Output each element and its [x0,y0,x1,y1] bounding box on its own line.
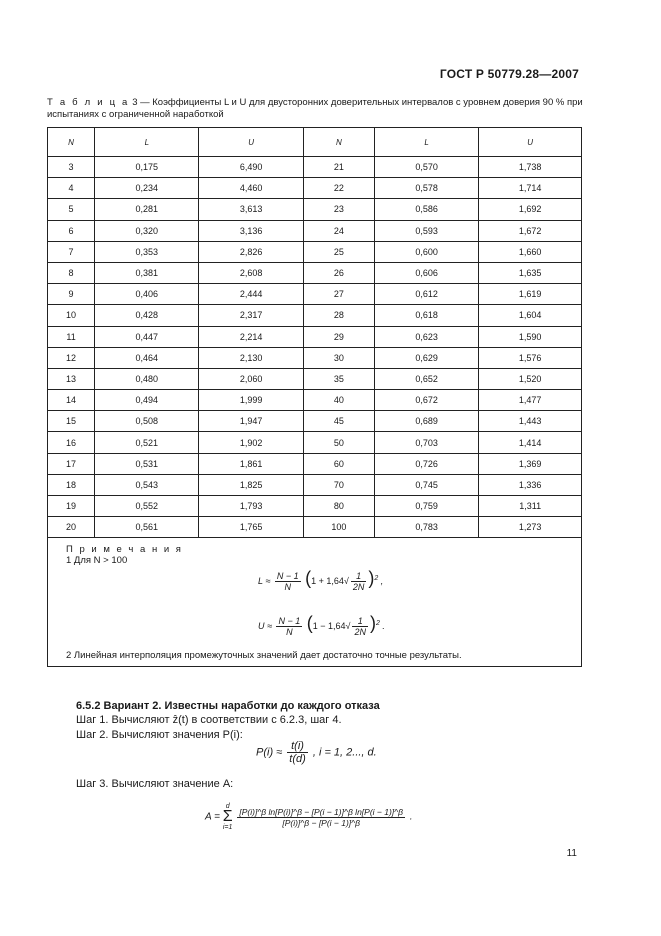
table-cell: 0,623 [374,326,478,347]
table-cell: 0,689 [374,411,478,432]
table-row [48,347,581,368]
column-header: N [48,128,95,157]
table-cell: 12 [48,347,95,368]
formula-L-end: , [380,576,384,586]
table-row [48,453,581,474]
formula-U: U ≈ $\frac{N - 1}{N}$ (1 − 1,64√ $\frac{1}{2N}$ )$^2$ . [258,613,385,638]
table-cell: 0,353 [95,241,199,262]
table-cell: 3,613 [199,199,303,220]
table-row [48,178,581,199]
formula-U-exp: 2 [376,620,380,627]
table-cell: 18 [48,474,95,495]
equation-P-num: t(i) [287,740,308,753]
table-cell: 1,861 [199,453,303,474]
table-cell: 100 [303,517,374,538]
table-cell: 1,902 [199,432,303,453]
step-3: Шаг 3. Вычисляют значение A: [76,778,234,790]
table-cell: 0,570 [374,157,478,178]
equation-A-fraction [237,807,405,828]
table-cell: 14 [48,390,95,411]
table-cell: 1,999 [199,390,303,411]
table-row [48,368,581,389]
table-cell: 0,480 [95,368,199,389]
table-cell: 29 [303,326,374,347]
table-cell: 35 [303,368,374,389]
table-cell: 4 [48,178,95,199]
table-header-row [48,128,581,157]
table-row [48,241,581,262]
table-cell: 25 [303,241,374,262]
table-cell: 22 [303,178,374,199]
table-cell: 0,531 [95,453,199,474]
equation-P-lhs: P(i) ≈ [256,746,283,759]
table-cell: 80 [303,496,374,517]
table-cell: 0,175 [95,157,199,178]
table-caption-label: Т а б л и ц а [47,97,130,108]
table-cell: 0,783 [374,517,478,538]
table-cell: 26 [303,262,374,283]
column-header: N [303,128,374,157]
table-cell: 27 [303,284,374,305]
table-cell: 1,604 [479,305,581,326]
notes-title: П р и м е ч а н и я [66,544,183,556]
table-cell: 0,508 [95,411,199,432]
table-cell: 60 [303,453,374,474]
table-cell: 0,543 [95,474,199,495]
table-cell: 1,369 [479,453,581,474]
sum-symbol: d Σ i=1 [222,803,233,831]
table-row [48,157,581,178]
table-cell: 1,477 [479,390,581,411]
formula-U-inner: 1 − 1,64 [312,621,346,631]
table-cell: 45 [303,411,374,432]
equation-A [205,803,413,831]
table-cell: 0,494 [95,390,199,411]
table-cell: 1,414 [479,432,581,453]
table-cell: 2,608 [199,262,303,283]
formula-L-fraction [275,571,301,592]
table-cell: 1,635 [479,262,581,283]
table-cell: 2,826 [199,241,303,262]
table-cell: 17 [48,453,95,474]
table-cell: 5 [48,199,95,220]
equation-A-end: . [409,811,413,823]
table-cell: 0,234 [95,178,199,199]
table-cell: 3,136 [199,220,303,241]
table-cell: 1,336 [479,474,581,495]
table-cell: 0,759 [374,496,478,517]
table-cell: 2,060 [199,368,303,389]
formula-L-den: N [284,582,291,593]
equation-P-rest: , i = 1, 2..., d. [312,746,377,759]
step-2: Шаг 2. Вычисляют значения P(i): [76,729,243,741]
formula-L-inner: 1 + 1,64 [311,576,344,586]
table-notes [48,538,581,566]
table-cell: 0,561 [95,517,199,538]
equation-P [256,740,377,765]
table-row [48,517,581,538]
table-row [48,305,581,326]
table-cell: 13 [48,368,95,389]
table-cell: 1,590 [479,326,581,347]
formula-U-root-den: 2N [354,627,366,638]
table-cell: 1,576 [479,347,581,368]
formula-L-root-num: 1 [351,571,367,582]
formula-L: L ≈ $\frac{N - 1}{N}$ (1 + 1,64√ $\frac{1}{2N}$ )$^2$ , [258,568,384,593]
table-cell: 2,214 [199,326,303,347]
table-cell: 0,672 [374,390,478,411]
formula-U-den: N [286,627,293,638]
table-cell: 70 [303,474,374,495]
sum-top: d [225,803,230,810]
table-cell: 1,443 [479,411,581,432]
table-cell: 0,381 [95,262,199,283]
table-cell: 1,273 [479,517,581,538]
table-cell: 1,947 [199,411,303,432]
table-cell: 6,490 [199,157,303,178]
table-cell: 0,578 [374,178,478,199]
formula-U-fraction [276,616,302,637]
table-cell: 40 [303,390,374,411]
table-cell: 0,464 [95,347,199,368]
table-body [48,157,581,538]
table-cell: 0,281 [95,199,199,220]
coefficients-table [48,128,581,538]
table-caption [47,97,587,121]
table-cell: 0,606 [374,262,478,283]
table-row [48,220,581,241]
table-cell: 2,130 [199,347,303,368]
table-cell: 30 [303,347,374,368]
equation-A-num: [P(i)]^β ln[P(i)]^β − [P(i − 1)]^β ln[P(i − 1)]^β [239,806,403,817]
table-cell: 0,521 [95,432,199,453]
column-header: U [199,128,303,157]
table-cell: 0,652 [374,368,478,389]
formula-L-root-den: 2N [352,582,365,593]
formula-U-end: . [382,621,385,631]
formula-L-exp: 2 [374,575,379,582]
step-1: Шаг 1. Вычисляют ẑ(t) в соответствии с 6.2.3, шаг 4. [76,714,342,726]
table-cell: 1,619 [479,284,581,305]
table-cell: 19 [48,496,95,517]
section-title: 6.5.2 Вариант 2. Известны наработки до каждого отказа [76,700,380,712]
table-cell: 1,692 [479,199,581,220]
table-cell: 0,618 [374,305,478,326]
equation-P-fraction [287,740,308,765]
table-cell: 7 [48,241,95,262]
sum-bottom: i=1 [222,824,233,831]
table-row [48,474,581,495]
table-row [48,326,581,347]
table-cell: 9 [48,284,95,305]
table-cell: 3 [48,157,95,178]
table-cell: 0,447 [95,326,199,347]
standard-designation: ГОСТ Р 50779.28—2007 [439,67,579,81]
table-cell: 2,444 [199,284,303,305]
table-row [48,262,581,283]
table-cell: 28 [303,305,374,326]
formula-U-root-num: 1 [352,616,368,627]
table-cell: 0,406 [95,284,199,305]
table-cell: 0,629 [374,347,478,368]
equation-A-den: [P(i)]^β − [P(i − 1)]^β [282,817,361,828]
formula-L-lhs: L ≈ [258,576,271,586]
table-cell: 1,520 [479,368,581,389]
formula-U-lhs: U ≈ [258,621,272,631]
table-cell: 0,612 [374,284,478,305]
table-row [48,199,581,220]
table-cell: 24 [303,220,374,241]
table-cell: 1,714 [479,178,581,199]
table-cell: 2,317 [199,305,303,326]
equation-A-lhs: A = [205,811,220,823]
table-row [48,284,581,305]
page-number: 11 [566,848,577,859]
formula-U-num: N − 1 [278,616,301,627]
table-cell: 0,586 [374,199,478,220]
table-cell: 10 [48,305,95,326]
formula-L-root [351,571,367,592]
table-cell: 20 [48,517,95,538]
table-cell: 0,552 [95,496,199,517]
table-cell: 50 [303,432,374,453]
formula-L-num: N − 1 [276,571,299,582]
equation-P-den: t(d) [289,753,306,765]
column-header: L [95,128,199,157]
table-row [48,390,581,411]
table-box [47,127,582,667]
table-cell: 0,703 [374,432,478,453]
table-cell: 1,738 [479,157,581,178]
table-cell: 11 [48,326,95,347]
table-cell: 1,793 [199,496,303,517]
note-2: 2 Линейная интерполяция промежуточных значений дает достаточно точные результаты. [66,650,462,661]
table-caption-text: 3 — Коэффициенты L и U для двусторонних доверительных интервалов с уровнем доверия 90 % при испытаниях с ограниченной наработкой [47,97,583,120]
table-cell: 0,428 [95,305,199,326]
table-cell: 1,311 [479,496,581,517]
formula-U-root [352,616,368,637]
table-cell: 0,745 [374,474,478,495]
note-1: 1 Для N > 100 [66,555,128,567]
table-cell: 23 [303,199,374,220]
table-cell: 8 [48,262,95,283]
table-row [48,432,581,453]
table-cell: 1,825 [199,474,303,495]
table-cell: 0,600 [374,241,478,262]
table-row [48,496,581,517]
table-cell: 6 [48,220,95,241]
table-cell: 1,672 [479,220,581,241]
table-cell: 0,320 [95,220,199,241]
table-cell: 21 [303,157,374,178]
table-cell: 16 [48,432,95,453]
table-cell: 4,460 [199,178,303,199]
table-cell: 15 [48,411,95,432]
column-header: L [374,128,478,157]
table-cell: 1,660 [479,241,581,262]
column-header: U [479,128,581,157]
table-cell: 0,593 [374,220,478,241]
table-cell: 0,726 [374,453,478,474]
table-row [48,411,581,432]
table-cell: 1,765 [199,517,303,538]
